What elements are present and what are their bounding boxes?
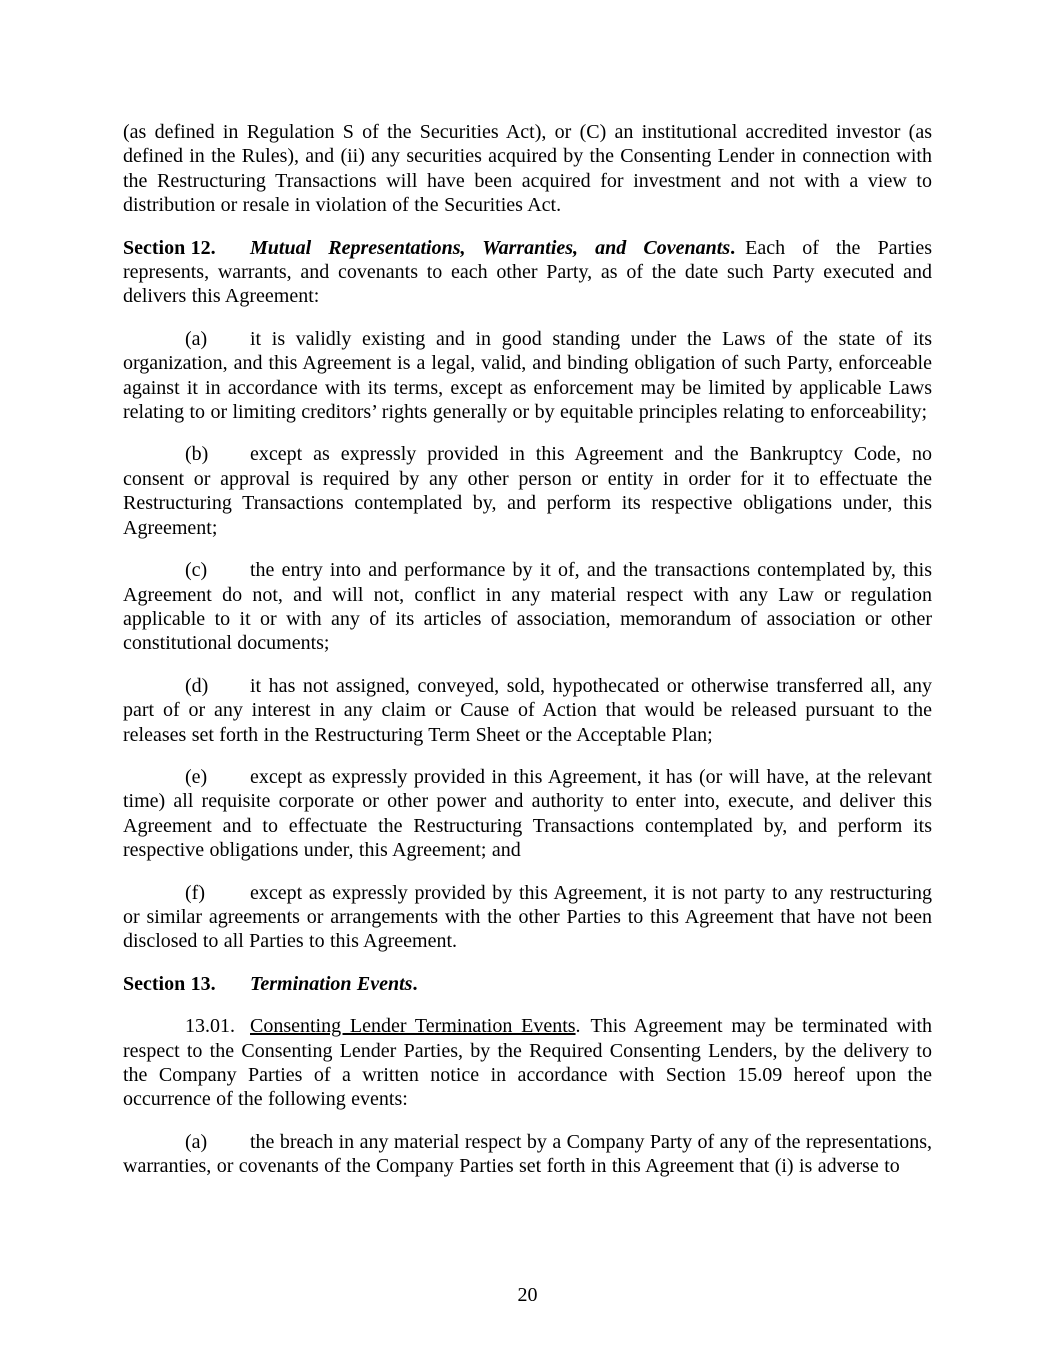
list-marker-f: (f) xyxy=(185,881,205,904)
list-item-text: except as expressly provided in this Agreement and the Bankruptcy Code, no consent or approval is required by any other person or entity in order for it to effectuate the Restructuring Transactions contemplated by, and perform its respective obligations under, this Agreement; xyxy=(123,443,932,539)
section-13-title: Termination Events xyxy=(250,972,413,995)
list-item-text: the breach in any material respect by a Company Party of any of the representations, warranties, or covenants of the Company Parties set forth in this Agreement that (i) is adverse to xyxy=(123,1130,932,1178)
subsection-13-01-body: This Agreement may be terminated with respect to the Consenting Lender Parties, by the Required Consenting Lenders, by the delivery to the Company Parties of a written notice in accordance with Section 15.09 hereof upon the occurrence of the following events: xyxy=(123,1015,932,1111)
list-item-text: except as expressly provided by this Agreement, it is not party to any restructuring or similar agreements or arrangements with the other Parties to this Agreement that have not been disclosed to all Parties to this Agreement. xyxy=(123,881,932,953)
section-12-item-a xyxy=(123,327,932,425)
double-space xyxy=(735,253,745,254)
subsection-13-01-heading-period: . xyxy=(575,1015,581,1038)
list-item-text: except as expressly provided in this Agreement, it has (or will have, at the relevant time) all requisite corporate or other power and authority to enter into, execute, and deliver this Agreement and to effectuate the Restructuring Transactions contemplated by, and perform its respective obligations under, this Agreement; and xyxy=(123,765,932,862)
subsection-13-01-paragraph xyxy=(123,1014,932,1112)
list-item-text: the entry into and performance by it of, and the transactions contemplated by, this Agreement do not, and will not, conflict in any material respect with any Law or regulation applicable to it or with any of its articles of association, memorandum of association or other constitutional documents; xyxy=(123,559,932,655)
section-12-item-b xyxy=(123,442,932,540)
subsection-13-01-item-a xyxy=(123,1130,932,1179)
section-12-item-e xyxy=(123,765,932,863)
list-marker-a: (a) xyxy=(185,1130,208,1153)
section-12-item-d xyxy=(123,674,932,747)
list-marker-d: (d) xyxy=(185,674,209,697)
double-space xyxy=(581,1031,591,1032)
list-item-text: it is validly existing and in good standing under the Laws of the state of its organization, and this Agreement is a legal, valid, and binding obligation of such Party, enforceable against it in accordance with its terms, except as enforcement may be limited by applicable Laws relating to or limiting creditors’ rights generally or by equitable principles relating to enforceability; xyxy=(123,327,932,424)
list-marker-c: (c) xyxy=(185,559,208,582)
section-12-title-period: . xyxy=(730,236,736,259)
section-12-title: Mutual Representations, Warranties, and Covenants xyxy=(250,236,731,259)
section-12-paragraph xyxy=(123,236,932,309)
section-12-item-f xyxy=(123,881,932,954)
subsection-13-01-number: 13.01. xyxy=(185,1015,235,1038)
list-item-text: it has not assigned, conveyed, sold, hypothecated or otherwise transferred all, any part of or any interest in any claim or Cause of Action that would be released pursuant to the releases set forth in the Restructuring Term Sheet or the Acceptable Plan; xyxy=(123,674,932,746)
section-12-item-c xyxy=(123,558,932,656)
list-marker-a: (a) xyxy=(185,327,208,350)
paragraph-securities-act-continuation: (as defined in Regulation S of the Securities Act), or (C) an institutional accredited investor (as defined in the Rules), and (ii) any securities acquired by the Consenting Lender in connection with the Restructuring Transactions will have been acquired for investment and not with a view to distribution or resale in violation of the Securities Act. xyxy=(123,121,932,217)
list-marker-e: (e) xyxy=(185,765,208,788)
section-13-title-period: . xyxy=(412,972,418,995)
list-marker-b: (b) xyxy=(185,443,209,466)
section-13-label: Section 13. xyxy=(123,972,216,995)
page-number: 20 xyxy=(517,1283,538,1306)
section-13-paragraph xyxy=(123,972,932,996)
section-12-intro-text: Each of the Parties represents, warrants, and covenants to each other Party, as of the date such Party executed and delivers this Agreement: xyxy=(123,236,932,308)
subsection-13-01-heading: Consenting Lender Termination Events xyxy=(250,1015,576,1038)
section-12-label: Section 12. xyxy=(123,236,216,259)
